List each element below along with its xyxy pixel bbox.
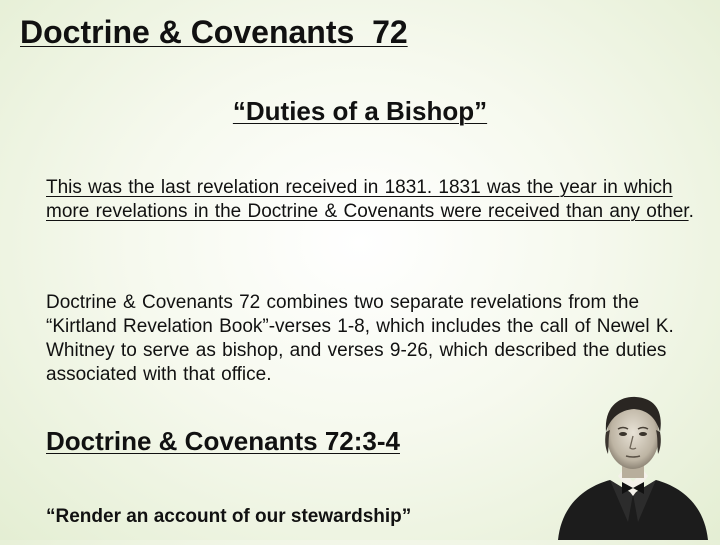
slide-subtitle: “Duties of a Bishop” <box>232 96 488 126</box>
context-paragraph: Doctrine & Covenants 72 combines two separate revelations from the “Kirtland Revelation Book”-verses 1-8, which includes the call of Newel K. Whitney to serve as bishop, and verses 9-26, which described the duties associated with that office. <box>46 292 674 385</box>
intro-paragraph-end: . <box>688 201 694 222</box>
section-heading: Doctrine & Covenants 72:3-4 <box>46 426 400 456</box>
intro-paragraph-text: This was the last revelation received in 1831. 1831 was the year in which more revelations in the Doctrine & Covenants were received than any other <box>46 177 689 222</box>
intro-paragraph <box>46 176 706 224</box>
slide-title: Doctrine & Covenants 72 <box>20 14 408 50</box>
portrait-engraving-icon <box>548 382 718 540</box>
stewardship-quote: “Render an account of our stewardship” <box>46 506 412 527</box>
